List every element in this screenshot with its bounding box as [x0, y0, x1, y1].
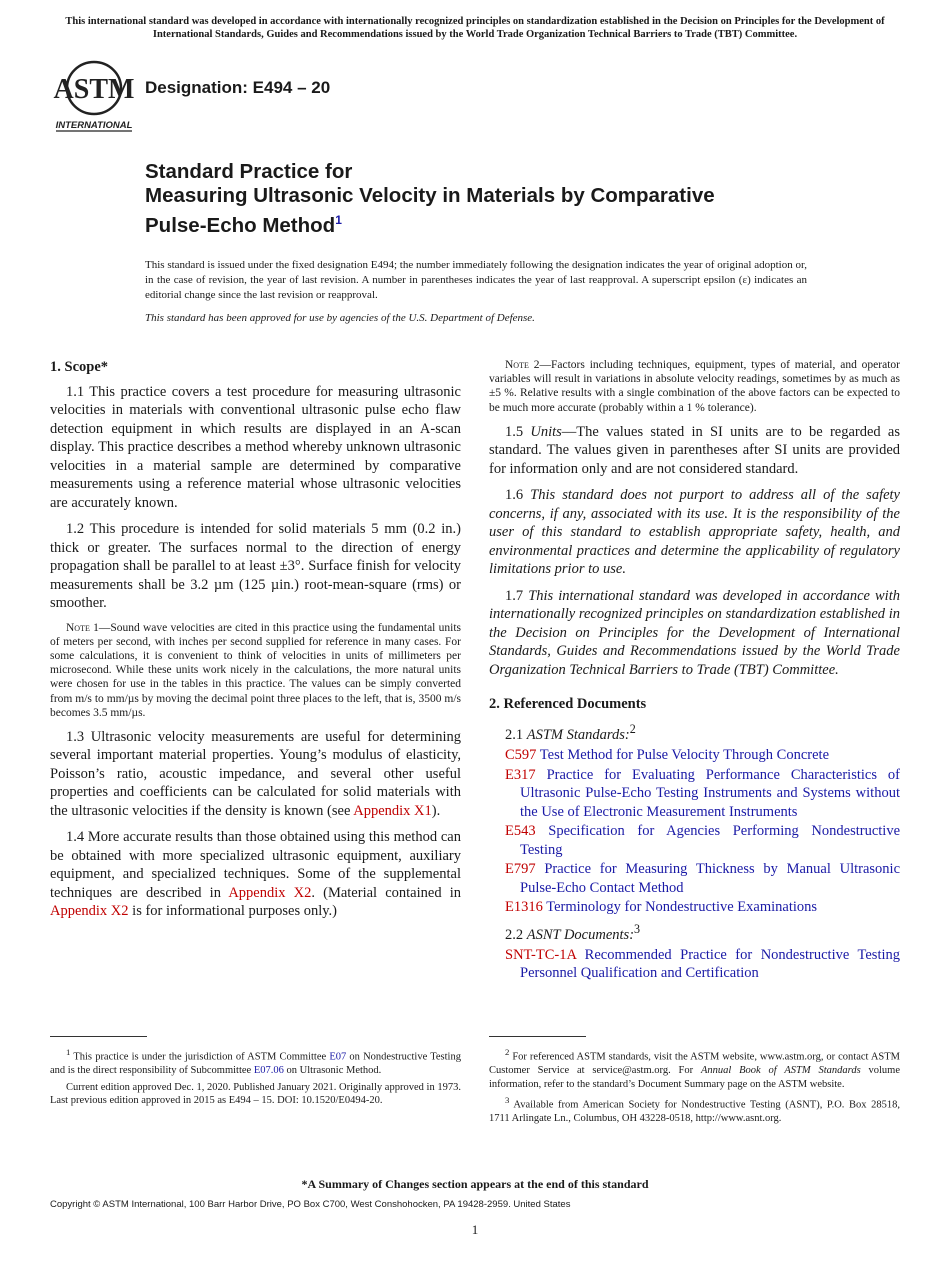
note-2: Note 2—Factors including techniques, equipment, types of material, and operator variables will result in variations in absolute velocity readings, sometimes by as much as ±5 %. Relative results with a single combination of the above factors can be expected to be much more accurate (probably within a 1 % tolerance). [489, 359, 900, 414]
appendix-x1-link[interactable]: Appendix X1 [353, 802, 432, 819]
section-1-1: 1.1 This practice covers a test procedure for measuring ultrasonic velocities in materials with conventional ultrasonic pulse echo flaw detection equipment in which results are displayed in an A-scan display. This practice describes a method whereby unknown ultrasonic velocities in a material sample are determined by comparative measurements using a reference material whose ultrasonic velocities are accurately known. [50, 383, 461, 511]
designation-label: Designation: E494 [145, 78, 293, 97]
reference-title-link[interactable]: Recommended Practice for Nondestructive Testing Personnel Qualification and Certification [520, 946, 900, 982]
appendix-x2-link[interactable]: Appendix X2 [228, 884, 312, 901]
tbt-notice: This international standard was developed in accordance with internationally recognized principles on standardization established in the Decision on Principles for the Development of International Standards, Guides and Recommendations issued by the World Trade Organization Technical Barriers to Trade (TBT) Committee. [65, 16, 885, 40]
committee-e07-link[interactable]: E07 [329, 1051, 347, 1063]
scope-heading: 1. Scope* [50, 359, 108, 375]
dod-approval: This standard has been approved for use by agencies of the U.S. Department of Defense. [145, 312, 535, 324]
section-1-6: 1.6 This standard does not purport to address all of the safety concerns, if any, associated with its use. It is the responsibility of the user of this standard to establish appropriate safety, health, and environmental practices and determine the applicability of regulatory limitations prior to use. [489, 487, 900, 578]
reference-item[interactable] [489, 898, 900, 917]
subcommittee-e07-06-link[interactable]: E07.06 [253, 1065, 284, 1076]
section-1-5: 1.5 Units—The values stated in SI units are to be regarded as standard. The values given in parentheses after SI units are provided for information only and are not considered standard. [489, 423, 900, 477]
astm-standards-subhead: 2.1 ASTM Standards:$^2$ [505, 721, 636, 743]
footnote-3: $^3$ Available from American Society for Nondestructive Testing (ASNT), P.O. Box 28518, 1711 Arlingate Ln., Columbus, OH 43228-0518, http://www.asnt.org. [489, 1095, 900, 1124]
reference-item[interactable] [489, 860, 900, 897]
footnote-divider [50, 1036, 147, 1037]
svg-text:ASTM: ASTM [53, 74, 135, 105]
reference-code-link[interactable]: E1316 [505, 899, 543, 916]
footnote-1: $^1$ This practice is under the jurisdiction of ASTM Committee E07 on Nondestructive Testing and is the direct responsibility of Subcommittee E07.06 on Ultrasonic Method. [50, 1047, 461, 1076]
astm-logo-mark [52, 58, 136, 134]
section-1-3: 1.3 Ultrasonic velocity measurements are useful for determining several important material properties. Young’s modulus of elasticity, Poisson’s ratio, acoustic impedance, and several other useful properties and coefficients can be calculated for solid materials with the ultrasonic velocities if the density is known (see Appendix X1). [50, 728, 461, 819]
note-1: Note 1—Sound wave velocities are cited in this practice using the fundamental units of meters per second, with inches per second supplied for reference in many cases. For some calculations, it is convenient to think of velocities in units of millimeters per microsecond. While these units work nicely in the calculations, the more natural units were chosen for use in the tables in this practice. The values can be simply converted from m/s to mm/µs by moving the decimal point three places to the left, that is, 3500 m/s becomes 3.5 mm/µs. [50, 621, 461, 719]
section-1-2: 1.2 This procedure is intended for solid materials 5 mm (0.2 in.) thick or greater. The surfaces normal to the direction of energy propagation shall be parallel to at least ±3°. Surface finish for velocity measurements shall be 3.2 µm (125 µin.) root-mean-square (rms) or smoother. [50, 521, 461, 611]
reference-item[interactable] [489, 766, 900, 822]
right-footnotes [489, 1046, 900, 1129]
reference-code-link[interactable]: E317 [505, 766, 536, 783]
title-line-2: Measuring Ultrasonic Velocity in Materials by Comparative [145, 184, 715, 207]
reference-title-link[interactable]: Practice for Evaluating Performance Characteristics of Ultrasonic Pulse-Echo Testing Instruments and Systems without the Use of Electronic Measurement Instruments [520, 766, 900, 820]
designation-year: – 20 [297, 78, 331, 97]
footnote-divider [489, 1036, 586, 1037]
footnote-2: $^2$ For referenced ASTM standards, visit the ASTM website, www.astm.org, or contact ASTM Customer Service at service@astm.org. For Annual Book of ASTM Standards volume information, refer to the standard’s Document Summary page on the ASTM website. [489, 1047, 900, 1090]
issue-statement: This standard is issued under the fixed designation E494; the number immediately following the designation indicates the year of original adoption or, in the case of revision, the year of last revision. A number in parentheses indicates the year of last reapproval. A superscript epsilon (ε) indicates an editorial change since the last revision or reapproval. [145, 259, 807, 301]
astm-reference-list [489, 746, 900, 917]
section-1-7: 1.7 This international standard was developed in accordance with internationally recognized principles on standardization established in the Decision on Principles for the Development of International Standards, Guides and Recommendations issued by the World Trade Organization Technical Barriers to Trade (TBT) Committee. [489, 587, 900, 678]
astm-logo [52, 58, 136, 134]
reference-code-link[interactable]: E797 [505, 861, 536, 878]
reference-code-link[interactable]: SNT-TC-1A [505, 946, 577, 963]
title-line-3: Pulse-Echo Method$^1$ [145, 213, 342, 237]
footnote-1-edition: Current edition approved Dec. 1, 2020. Published January 2021. Originally approved in 1973. Last previous edition approved in 2015 as E494 – 15. DOI: 10.1520/E0494-20. [50, 1081, 461, 1106]
asnt-reference-list [489, 946, 900, 983]
reference-title-link[interactable]: Practice for Measuring Thickness by Manual Ultrasonic Pulse-Echo Contact Method [520, 861, 901, 896]
asnt-documents-subhead: 2.2 ASNT Documents:$^3$ [505, 921, 641, 943]
reference-item[interactable] [489, 822, 900, 859]
section-1-4: 1.4 More accurate results than those obtained using this method can be obtained with more specialized ultrasonic equipment, auxiliary equipment, and specialized techniques. Some of the supplemental techniques are described in Appendix X2. (Material contained in Appendix X2 is for informational purposes only.) [50, 829, 461, 920]
reference-title-link[interactable]: Test Method for Pulse Velocity Through Concrete [539, 747, 830, 764]
left-column [50, 358, 461, 929]
copyright: Copyright © ASTM International, 100 Barr Harbor Drive, PO Box C700, West Conshohocken, PA 19428-2959. United States [50, 1199, 571, 1210]
reference-item[interactable] [489, 946, 900, 983]
designation [145, 78, 330, 98]
document-title [145, 160, 845, 238]
summary-of-changes-notice: *A Summary of Changes section appears at the end of this standard [301, 1177, 649, 1191]
reference-code-link[interactable]: E543 [505, 823, 536, 840]
reference-item[interactable] [489, 746, 900, 765]
left-footnotes [50, 1046, 461, 1111]
referenced-documents-heading: 2. Referenced Documents [489, 696, 647, 713]
right-column [489, 358, 900, 984]
title-line-1: Standard Practice for [145, 160, 353, 183]
reference-title-link[interactable]: Specification for Agencies Performing Nondestructive Testing [520, 823, 900, 858]
title-footnote-ref[interactable]: 1 [335, 213, 342, 227]
appendix-x2-link[interactable]: Appendix X2 [50, 903, 129, 920]
reference-code-link[interactable]: C597 [505, 747, 537, 764]
reference-title-link[interactable]: Terminology for Nondestructive Examinations [546, 899, 818, 916]
page-number: 1 [471, 1222, 479, 1237]
svg-text:INTERNATIONAL: INTERNATIONAL [55, 120, 133, 131]
